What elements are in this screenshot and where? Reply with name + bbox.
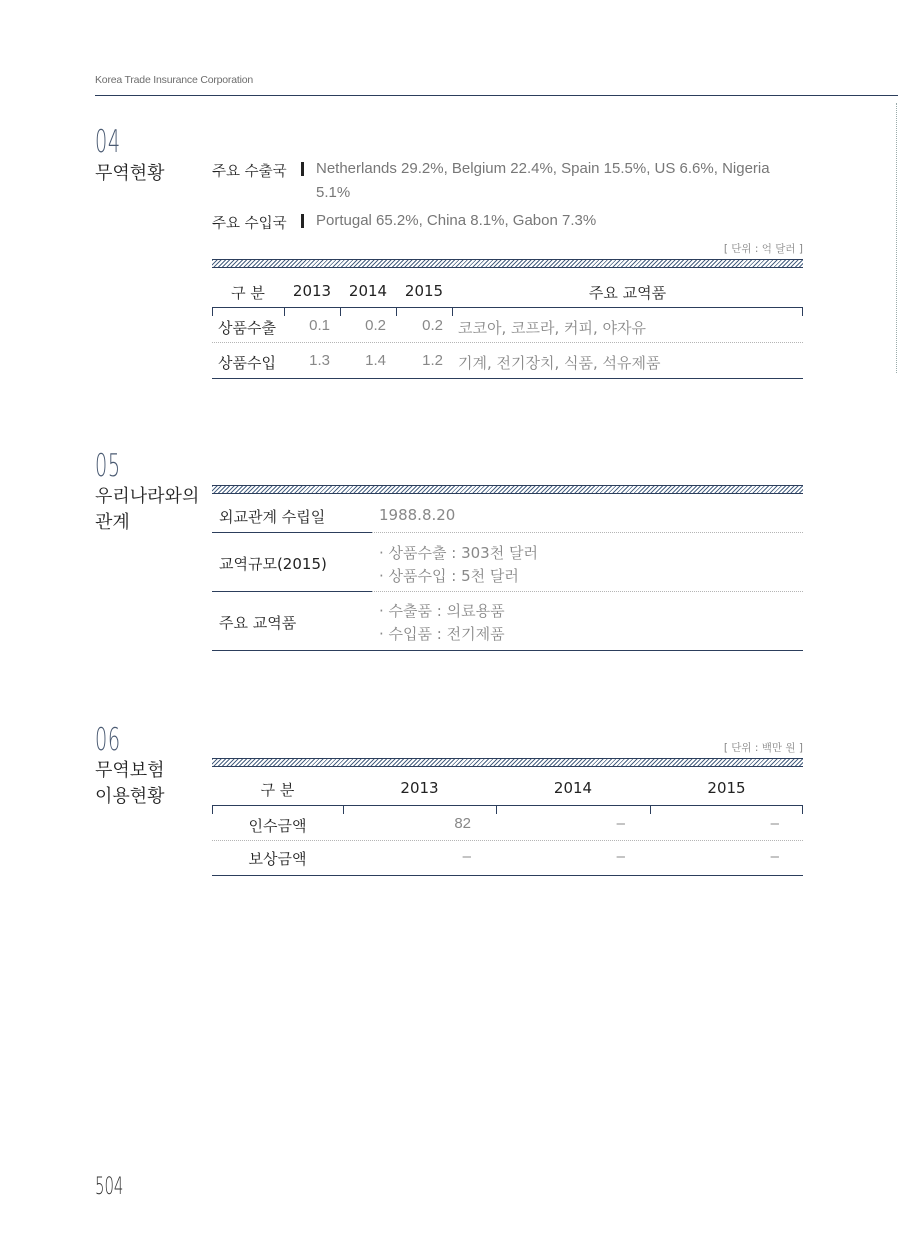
unit-note: [ 단위 : 억 달러 ] (723, 243, 803, 255)
col-header-2013: 2013 (400, 779, 439, 797)
row-label-import: 상품수입 (218, 354, 276, 372)
col-header-2013: 2013 (292, 282, 332, 300)
cell-import-items: 기계, 전기장치, 식품, 석유제품 (458, 354, 661, 372)
row-label-underwriting: 인수금액 (248, 817, 307, 835)
col-tick (343, 805, 344, 814)
diplomatic-date-value: 1988.8.20 (379, 506, 456, 524)
col-header-2014: 2014 (553, 779, 593, 797)
col-tick (452, 307, 453, 316)
main-items-import: · 수입품 : 전기제품 (379, 625, 505, 643)
col-tick (396, 307, 397, 316)
row-divider (212, 342, 803, 343)
col-tick (212, 307, 213, 316)
col-tick (212, 805, 213, 814)
col-header-2015: 2015 (404, 282, 444, 300)
table-top-hatch (212, 758, 803, 767)
cell-claims-2013: – (462, 848, 471, 865)
section-title-relations-line1: 우리나라와의 (95, 486, 200, 507)
row-label-claims: 보상금액 (248, 850, 307, 868)
running-header: Korea Trade Insurance Corporation (95, 74, 253, 86)
section-number-06: 06 (95, 722, 121, 758)
cell-claims-2015: – (770, 848, 779, 865)
col-header-2014: 2014 (348, 282, 388, 300)
section-title-insurance-line2: 이용현황 (95, 786, 165, 807)
unit-note: [ 단위 : 백만 원 ] (723, 742, 803, 754)
header-rule (212, 805, 803, 806)
trade-volume-import: · 상품수입 : 5천 달러 (379, 567, 519, 585)
table-top-hatch (212, 485, 803, 494)
cell-import-2014: 1.4 (365, 352, 386, 369)
row-divider (372, 532, 803, 533)
row-label-main-items: 주요 교역품 (219, 614, 297, 632)
main-export-countries-value: Netherlands 29.2%, Belgium 22.4%, Spain 15.5%, US 6.6%, Nigeria (316, 160, 770, 177)
label-separator-bar (301, 214, 304, 228)
trade-volume-export: · 상품수출 : 303천 달러 (379, 544, 538, 562)
col-tick (340, 307, 341, 316)
main-import-countries-label: 주요 수입국 (212, 216, 287, 232)
row-divider (212, 840, 803, 841)
section-title-insurance-line1: 무역보험 (95, 760, 165, 781)
section-title-relations-line2: 관계 (95, 512, 130, 533)
cell-export-items: 코코아, 코프라, 커피, 야자유 (458, 319, 646, 337)
header-rule (95, 95, 898, 96)
col-header-main-items: 주요 교역품 (588, 284, 667, 302)
row-divider (372, 591, 803, 592)
cell-underwriting-2014: – (616, 815, 625, 832)
col-tick (650, 805, 651, 814)
main-items-export: · 수출품 : 의료용품 (379, 602, 505, 620)
cell-export-2015: 0.2 (422, 317, 443, 334)
col-header-category: 구 분 (231, 284, 265, 302)
cell-underwriting-2013: 82 (454, 815, 471, 832)
table-bottom-rule (212, 650, 803, 651)
col-tick (284, 307, 285, 316)
section-title-trade-status: 무역현황 (95, 163, 165, 184)
col-header-2015: 2015 (707, 779, 746, 797)
label-separator-bar (301, 162, 304, 176)
col-tick (496, 805, 497, 814)
label-col-rule (212, 591, 372, 592)
cell-import-2015: 1.2 (422, 352, 443, 369)
main-export-countries-value-cont: 5.1% (316, 184, 351, 201)
section-number-04: 04 (95, 124, 121, 160)
row-label-export: 상품수출 (218, 319, 276, 337)
col-tick (802, 805, 803, 814)
cell-export-2014: 0.2 (365, 317, 386, 334)
col-tick (802, 307, 803, 316)
row-label-trade-volume: 교역규모(2015) (219, 555, 327, 573)
col-header-category: 구 분 (260, 781, 295, 799)
label-col-rule (212, 532, 372, 533)
row-label-diplomatic-date: 외교관계 수립일 (219, 508, 326, 526)
main-export-countries-label: 주요 수출국 (212, 164, 287, 180)
header-rule (212, 307, 803, 308)
cell-underwriting-2015: – (770, 815, 779, 832)
table-bottom-rule (212, 875, 803, 876)
cell-import-2013: 1.3 (309, 352, 330, 369)
section-number-05: 05 (95, 448, 121, 484)
cell-export-2013: 0.1 (309, 317, 330, 334)
table-bottom-rule (212, 378, 803, 379)
table-top-hatch (212, 259, 803, 268)
side-dotted-rule (896, 103, 897, 373)
cell-claims-2014: – (616, 848, 625, 865)
main-import-countries-value: Portugal 65.2%, China 8.1%, Gabon 7.3% (316, 212, 597, 229)
page-number: 504 (95, 1172, 124, 1200)
